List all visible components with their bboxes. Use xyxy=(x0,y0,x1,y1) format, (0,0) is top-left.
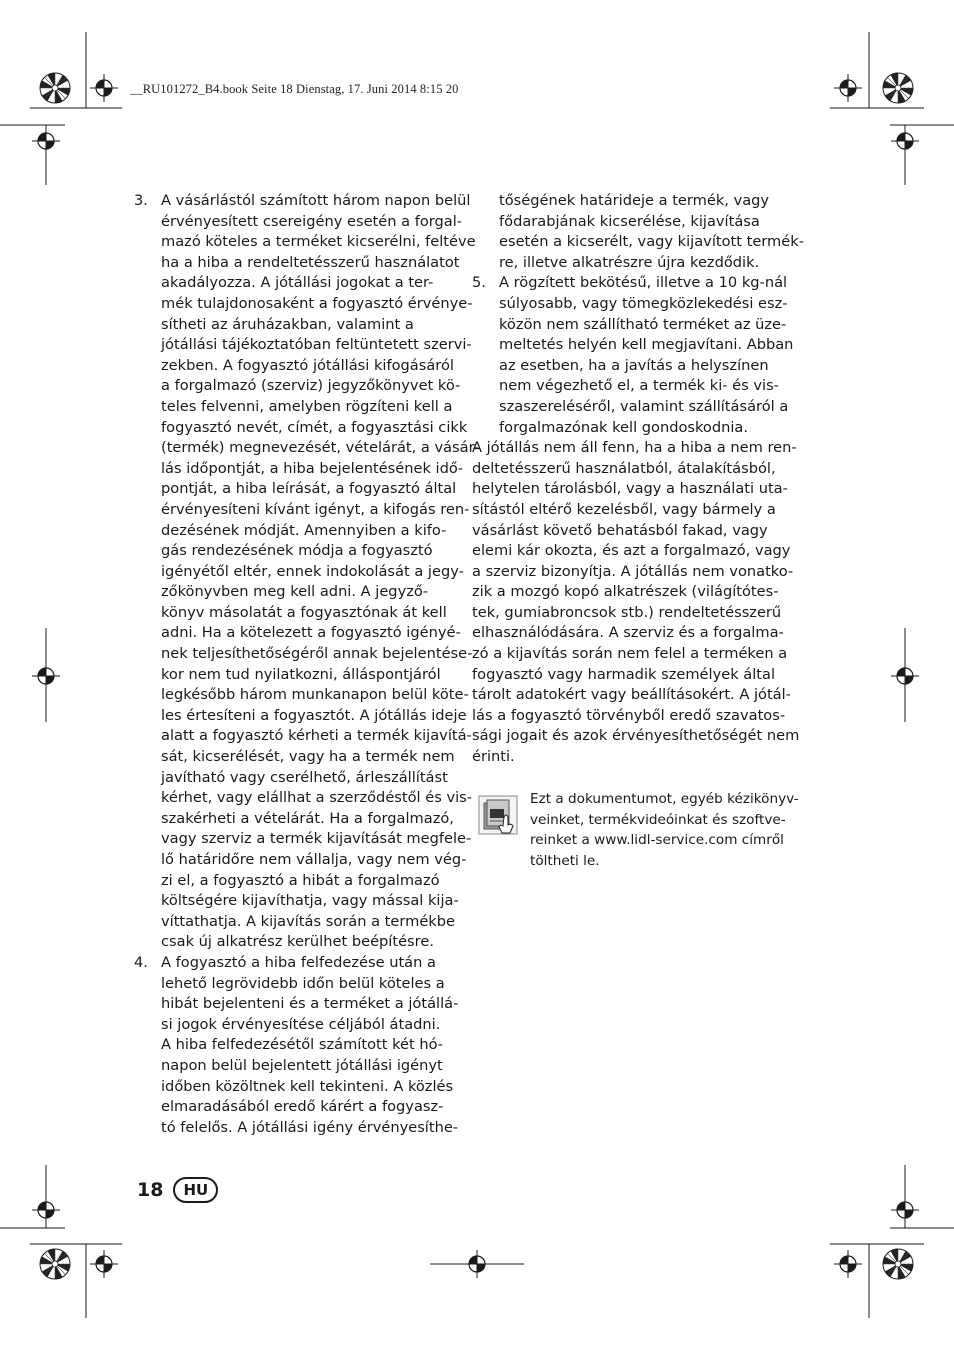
text-line: a szerviz bizonyítja. A jótállás nem vonatko- xyxy=(472,562,794,580)
text-line: fogyasztó vagy harmadik személyek által xyxy=(472,665,775,683)
text-line: teles felvenni, amelyben rögzíteni kell a xyxy=(161,397,453,415)
text-line: nek teljesíthetőségéről annak bejelentése- xyxy=(161,645,473,663)
text-line: ha a hiba a rendeltetésszerű használatot xyxy=(161,253,460,271)
text-line: érvényesített csereigény esetén a forgal- xyxy=(161,212,463,230)
text-line: elhasználódására. A szerviz és a forgalma- xyxy=(472,624,784,642)
list-item-number: 4. xyxy=(134,953,148,971)
text-line: A vásárlástól számított három napon belül xyxy=(161,192,471,209)
text-line: költségére kijavíthatja, vagy mással kija- xyxy=(161,892,459,910)
text-line: sítheti az áruházakban, valamint a xyxy=(161,315,414,333)
right-column xyxy=(472,191,802,768)
text-line: fogyasztó nevét, címét, a fogyasztási cikk xyxy=(161,418,468,436)
text-line: sát, kicserélését, vagy ha a termék nem xyxy=(161,748,455,766)
left-column xyxy=(134,191,479,1138)
text-line: igényétől eltér, ennek indokolását a jegy- xyxy=(161,562,464,580)
text-line: (termék) megnevezését, vételárát, a vásár- xyxy=(161,439,479,457)
text-line: elmaradásából eredő kárért a fogyasz- xyxy=(161,1098,444,1116)
text-line: zőkönyvben meg kell adni. A jegyző- xyxy=(161,583,429,601)
text-line: esetén a kicserélt, vagy kijavított termék- xyxy=(499,233,804,251)
list-item-number: 5. xyxy=(472,274,486,292)
text-line: vagy szerviz a termék kijavítását megfele- xyxy=(161,830,472,848)
download-document-icon xyxy=(478,795,518,835)
text-line: meltetés helyén kell megjavítani. Abban xyxy=(499,336,794,354)
text-line: érvényesíteni kívánt igényt, a kifogás ren- xyxy=(161,500,470,518)
text-line: közön nem szállítható terméket az üze- xyxy=(499,315,787,333)
text-line: si jogok érvényesítése céljából átadni. xyxy=(161,1015,441,1033)
text-line: deltetésszerű használatból, átalakításból, xyxy=(472,459,776,477)
text-line: sági jogait és azok érvényesíthetőségét nem xyxy=(472,727,800,745)
text-line: hibát bejelenteni és a terméket a jótállá- xyxy=(161,995,459,1013)
list-item-4-continued xyxy=(472,191,802,273)
text-line: az esetben, ha a javítás a helyszínen xyxy=(499,356,769,374)
text-line: időben közöltnek kell tekinteni. A közlés xyxy=(161,1077,454,1095)
text-line: töltheti le. xyxy=(530,852,600,869)
text-line: napon belül bejelentett jótállási igényt xyxy=(161,1056,443,1074)
text-line: pontját, a hiba leírását, a fogyasztó által xyxy=(161,480,457,498)
text-line: lás időpontját, a hiba bejelentésének idő- xyxy=(161,459,464,477)
text-line: jótállási tájékoztatóban feltüntetett szervi- xyxy=(161,336,472,354)
language-badge: HU xyxy=(173,1177,218,1203)
list-item-4 xyxy=(134,953,464,1138)
text-line: Ezt a dokumentumot, egyéb kézikönyv- xyxy=(530,791,799,807)
text-line: zekben. A fogyasztó jótállási kifogásáról xyxy=(161,356,454,374)
text-line: nem végezhető el, a termék ki- és vis- xyxy=(499,377,779,395)
warranty-exclusion-paragraph xyxy=(472,438,802,768)
text-line: re, illetve alkatrészre újra kezdődik. xyxy=(499,253,760,271)
page-footer xyxy=(137,1177,218,1203)
text-line: adni. Ha a kötelezett a fogyasztó igényé- xyxy=(161,624,461,642)
text-line: legkésőbb három munkanapon belül köte- xyxy=(161,686,469,704)
text-line: reinket a www.lidl-service.com címről xyxy=(530,832,784,849)
list-item-text xyxy=(499,273,802,438)
text-line: kérhet, vagy elállhat a szerződéstől és vis- xyxy=(161,789,473,807)
text-line: víttathatja. A kijavítás során a termékbe xyxy=(161,912,455,930)
text-line: helytelen tárolásból, vagy a használati uta- xyxy=(472,480,788,498)
text-line: sítástól eltérő kezelésből, vagy bármely a xyxy=(472,500,776,518)
text-line: lő határidőre nem vállalja, vagy nem vég- xyxy=(161,851,467,868)
text-line: kor nem tud nyilatkozni, álláspontjáról xyxy=(161,665,441,683)
text-line: dezésének módját. Amennyiben a kifo- xyxy=(161,521,447,539)
text-line: tárolt adatokért vagy beállításokért. A jótál- xyxy=(472,686,791,704)
text-line: forgalmazónak kell gondoskodnia. xyxy=(499,418,749,436)
text-line: fődarabjának kicserélése, kijavítása xyxy=(499,212,760,230)
text-line: súlyosabb, vagy tömegközlekedési esz- xyxy=(499,294,788,312)
page-number: 18 xyxy=(137,1179,164,1201)
text-line: alatt a fogyasztó kérheti a termék kijavítá- xyxy=(161,727,472,745)
text-line: A hiba felfedezésétől számított két hó- xyxy=(161,1036,444,1054)
text-line: szakérheti a vételárát. Ha a forgalmazó, xyxy=(161,809,454,827)
text-line: veinket, termékvideóinkat és szoftve- xyxy=(530,811,786,828)
text-line: A rögzített bekötésű, illetve a 10 kg-nál xyxy=(499,274,788,292)
list-item-number: 3. xyxy=(134,192,148,209)
text-line: mazó köteles a terméket kicserélni, feltéve xyxy=(161,233,476,251)
text-line: elemi kár okozta, és azt a forgalmazó, vagy xyxy=(472,542,791,560)
text-line: lehető legrövidebb időn belül köteles a xyxy=(161,974,445,992)
list-item-5 xyxy=(472,273,802,438)
text-line: érinti. xyxy=(472,748,515,766)
text-line: lás a fogyasztó törvényből eredő szavatos- xyxy=(472,706,786,724)
text-line: les értesíteni a fogyasztót. A jótállás ideje xyxy=(161,706,467,724)
text-line: a forgalmazó (szerviz) jegyzőkönyvet kö- xyxy=(161,377,461,395)
text-line: zó a kijavítás során nem felel a terméken a xyxy=(472,645,788,663)
text-line: A jótállás nem áll fenn, ha a hiba a nem ren- xyxy=(472,439,797,457)
text-line: zik a mozgó kopó alkatrészek (világítótes- xyxy=(472,583,779,601)
list-item-text xyxy=(161,953,464,1138)
text-line: könyv másolatát a fogyasztónak át kell xyxy=(161,603,447,621)
text-line: zi el, a fogyasztó a hibát a forgalmazó xyxy=(161,871,440,889)
text-line: mék tulajdonosaként a fogyasztó érvénye- xyxy=(161,294,473,312)
text-line: csak új alkatrész kerülhet beépítésre. xyxy=(161,933,434,951)
list-item-3 xyxy=(134,191,479,953)
print-header: __RU101272_B4.book Seite 18 Dienstag, 17. Juni 2014 8:15 20 xyxy=(130,82,459,96)
text-line: A fogyasztó a hiba felfedezése után a xyxy=(161,953,436,971)
text-line: gás rendezésének módja a fogyasztó xyxy=(161,542,433,560)
text-line: javítható vagy cserélhető, árleszállítást xyxy=(161,768,448,786)
list-item-text xyxy=(161,191,479,953)
text-line: tőségének határideje a termék, vagy xyxy=(499,192,770,209)
text-line: tek, gumiabroncsok stb.) rendeltetésszerű xyxy=(472,603,782,621)
text-line: vásárlást követő behatásból fakad, vagy xyxy=(472,521,768,539)
text-line: akadályozza. A jótállási jogokat a ter- xyxy=(161,274,434,292)
download-note-text xyxy=(530,789,799,871)
text-line: tó felelős. A jótállási igény érvényesíthe- xyxy=(161,1118,459,1136)
text-line: szaszereléséről, valamint szállításáról a xyxy=(499,397,789,415)
